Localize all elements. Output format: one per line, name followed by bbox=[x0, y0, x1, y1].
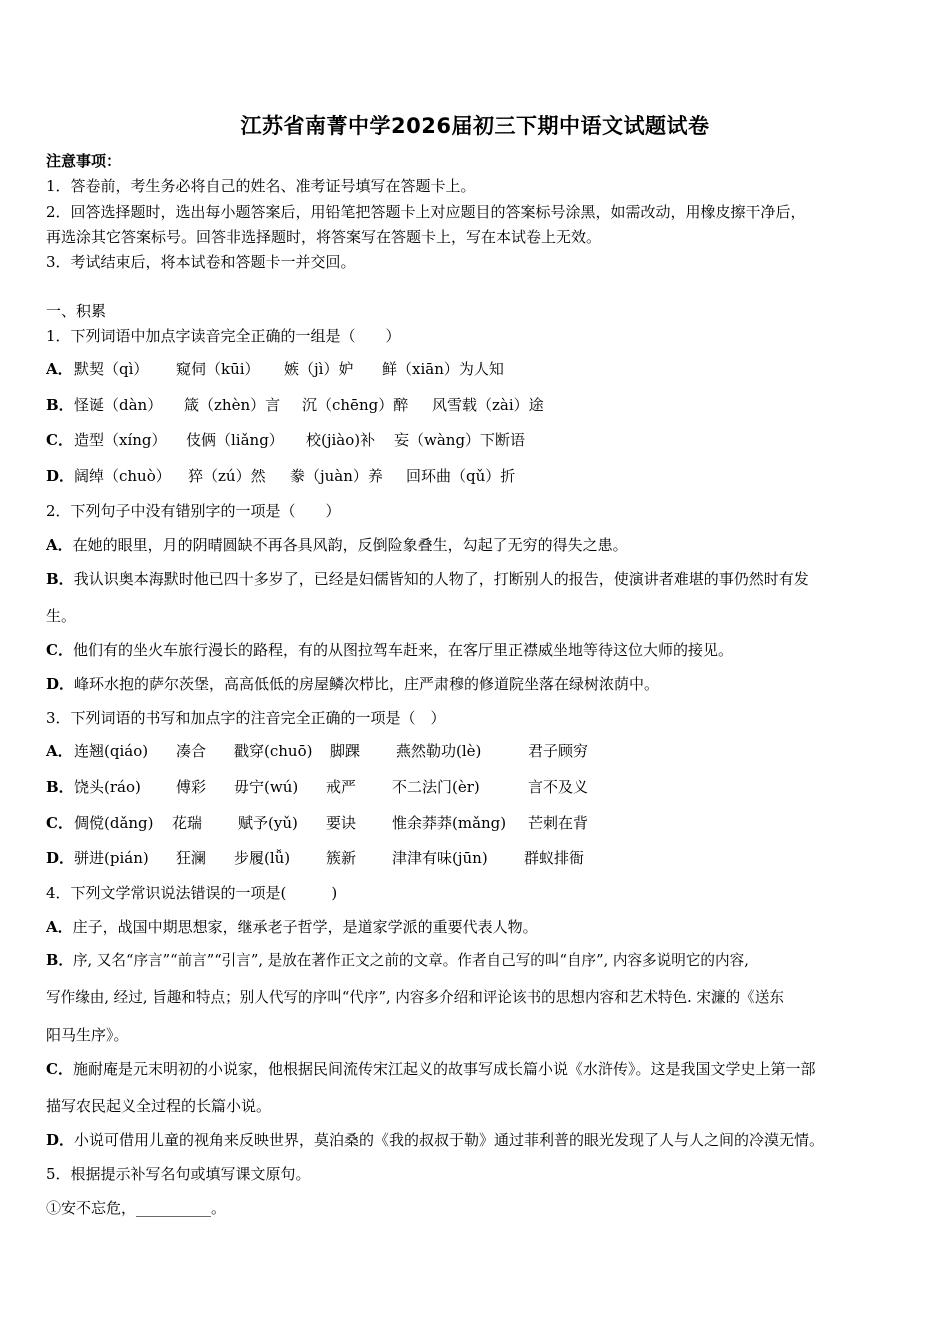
page-title: 江苏省南菁中学2026届初三下期中语文试题试卷 bbox=[240, 114, 710, 138]
option-label: B． bbox=[46, 396, 74, 414]
option-label: C． bbox=[46, 1060, 73, 1078]
option-label: C． bbox=[46, 431, 73, 449]
option-label: C． bbox=[46, 814, 73, 832]
option-word: 箴（zhèn）言 bbox=[184, 396, 281, 414]
option-word: 花瑞 bbox=[172, 814, 203, 832]
option-label: B． bbox=[46, 952, 73, 969]
q4-option-a bbox=[46, 917, 538, 937]
option-word: 校(jiào)补 bbox=[306, 431, 376, 449]
option-label: D． bbox=[46, 849, 75, 867]
option-word: 凑合 bbox=[176, 742, 207, 760]
option-label: A． bbox=[46, 360, 73, 378]
q4-option-c-cont: 描写农民起义全过程的长篇小说。 bbox=[46, 1097, 272, 1115]
option-word: 窥伺（kūi） bbox=[176, 360, 260, 378]
option-word: 沉（chēng）醉 bbox=[302, 396, 409, 414]
option-word: 毋宁(wú) bbox=[234, 778, 299, 796]
q2-option-b bbox=[46, 569, 809, 589]
q4-option-b bbox=[46, 951, 749, 971]
section-heading: 一、积累 bbox=[46, 302, 107, 320]
option-word: 阔绰（chuò） bbox=[74, 467, 171, 485]
option-word: 妄（wàng）下断语 bbox=[394, 431, 526, 449]
option-word: 戳穿(chuō) bbox=[234, 742, 313, 760]
option-word: 连翘(qiáo) bbox=[74, 742, 149, 760]
option-label: C． bbox=[46, 641, 73, 659]
question-stem-5: 5．根据提示补写名句或填写课文原句。 bbox=[46, 1165, 311, 1183]
option-word: 怪诞（dàn） bbox=[74, 396, 163, 414]
option-label: A． bbox=[46, 918, 73, 936]
notice-item: 1．答卷前，考生务必将自己的姓名、准考证号填写在答题卡上。 bbox=[46, 177, 476, 195]
option-word: 燕然勒功(lè) bbox=[396, 742, 482, 760]
option-word: 嫉（jì）妒 bbox=[284, 360, 354, 378]
option-label: D． bbox=[46, 1131, 75, 1149]
option-word: 倜傥(dǎng) bbox=[74, 814, 154, 832]
q4-option-c bbox=[46, 1059, 815, 1079]
option-word: 言不及义 bbox=[528, 778, 589, 796]
option-word: 不二法门(èr) bbox=[392, 778, 480, 796]
option-word: 赋予(yǔ) bbox=[238, 814, 298, 832]
option-text: 庄子，战国中期思想家，继承老子哲学，是道家学派的重要代表人物。 bbox=[72, 918, 538, 936]
option-text: 峰环水抱的萨尔茨堡，高高低低的房屋鳞次栉比，庄严肃穆的修道院坐落在绿树浓荫中。 bbox=[74, 675, 660, 693]
option-word: 豢（juàn）养 bbox=[290, 467, 383, 485]
option-word: 骈进(pián) bbox=[74, 849, 149, 867]
option-label: B． bbox=[46, 570, 74, 588]
option-text: 我认识奥本海默时他已四十多岁了，已经是妇儒皆知的人物了，打断别人的报告，使演讲者难堪的事仍然时有发 bbox=[73, 570, 809, 588]
option-word: 簇新 bbox=[326, 849, 357, 867]
q2-option-a bbox=[46, 535, 628, 555]
option-text: 施耐庵是元末明初的小说家，他根据民间流传宋江起义的故事写成长篇小说《水浒传》。这是我国文学史上第一部 bbox=[72, 1060, 816, 1078]
option-text: 在她的眼里，月的阴晴圆缺不再各具风韵，反倒险象叠生，勾起了无穷的得失之患。 bbox=[72, 536, 628, 554]
option-word: 猝（zú）然 bbox=[188, 467, 266, 485]
fill-blank-item: ①安不忘危，__________。 bbox=[46, 1199, 227, 1217]
option-word: 傅彩 bbox=[176, 778, 207, 796]
q2-option-d bbox=[46, 674, 659, 694]
question-stem-1: 1．下列词语中加点字读音完全正确的一组是（ ） bbox=[46, 327, 401, 345]
option-word: 步履(lǚ) bbox=[234, 849, 291, 867]
option-label: D． bbox=[46, 675, 75, 693]
notice-item: 再选涂其它答案标号。回答非选择题时，将答案写在答题卡上，写在本试卷上无效。 bbox=[46, 228, 602, 246]
option-word: 君子顾穷 bbox=[528, 742, 589, 760]
notice-heading: 注意事项： bbox=[46, 152, 122, 170]
option-word: 狂澜 bbox=[176, 849, 207, 867]
option-word: 芒刺在背 bbox=[528, 814, 589, 832]
option-word: 鲜（xiān）为人知 bbox=[382, 360, 504, 378]
option-word: 津津有味(jūn) bbox=[392, 849, 488, 867]
q4-option-d bbox=[46, 1130, 824, 1150]
option-word: 群蚁排衙 bbox=[524, 849, 585, 867]
option-word: 默契（qì） bbox=[74, 360, 149, 378]
option-word: 饶头(ráo) bbox=[74, 778, 141, 796]
option-label: A． bbox=[46, 536, 73, 554]
option-word: 脚踝 bbox=[330, 742, 361, 760]
question-stem-4: 4．下列文学常识说法错误的一项是( ) bbox=[46, 884, 338, 902]
question-stem-2: 2．下列句子中没有错别字的一项是（ ） bbox=[46, 502, 341, 520]
option-word: 造型（xíng） bbox=[74, 431, 167, 449]
option-text: 他们有的坐火车旅行漫长的路程，有的从图拉驾车赶来，在客厅里正襟威坐地等待这位大师的接见。 bbox=[72, 641, 733, 659]
notice-item: 2．回答选择题时，选出每小题答案后，用铅笔把答题卡上对应题目的答案标号涂黑，如需改动，用橡皮擦干净后， bbox=[46, 203, 806, 221]
q4-option-b-cont: 阳马生序》。 bbox=[46, 1026, 129, 1044]
option-label: A． bbox=[46, 742, 73, 760]
option-word: 风雪载（zài）途 bbox=[432, 396, 544, 414]
q4-option-b-cont: 写作缘由, 经过, 旨趣和特点；别人代写的序叫“代序”, 内容多介绍和评论该书的思想内容和艺术特色. 宋濂的《送东 bbox=[46, 989, 784, 1006]
option-word: 戒严 bbox=[326, 778, 357, 796]
option-label: D． bbox=[46, 467, 75, 485]
question-stem-3: 3．下列词语的书写和加点字的注音完全正确的一项是（ ） bbox=[46, 709, 446, 727]
q2-option-b-cont: 生。 bbox=[46, 607, 77, 625]
option-text: 序, 又名“序言”“前言”“引言”, 是放在著作正文之前的文章。作者自己写的叫“自序”, 内容多说明它的内容, bbox=[72, 952, 749, 969]
option-label: B． bbox=[46, 778, 74, 796]
notice-item: 3．考试结束后，将本试卷和答题卡一并交回。 bbox=[46, 253, 356, 271]
q2-option-c bbox=[46, 640, 733, 660]
option-word: 要诀 bbox=[326, 814, 357, 832]
option-word: 惟余莽莽(mǎng) bbox=[392, 814, 507, 832]
option-word: 回环曲（qǔ）折 bbox=[406, 467, 516, 485]
option-text: 小说可借用儿童的视角来反映世界，莫泊桑的《我的叔叔于勒》通过菲利普的眼光发现了人与人之间的冷漠无情。 bbox=[74, 1131, 825, 1149]
option-word: 伎俩（liǎng） bbox=[186, 431, 284, 449]
